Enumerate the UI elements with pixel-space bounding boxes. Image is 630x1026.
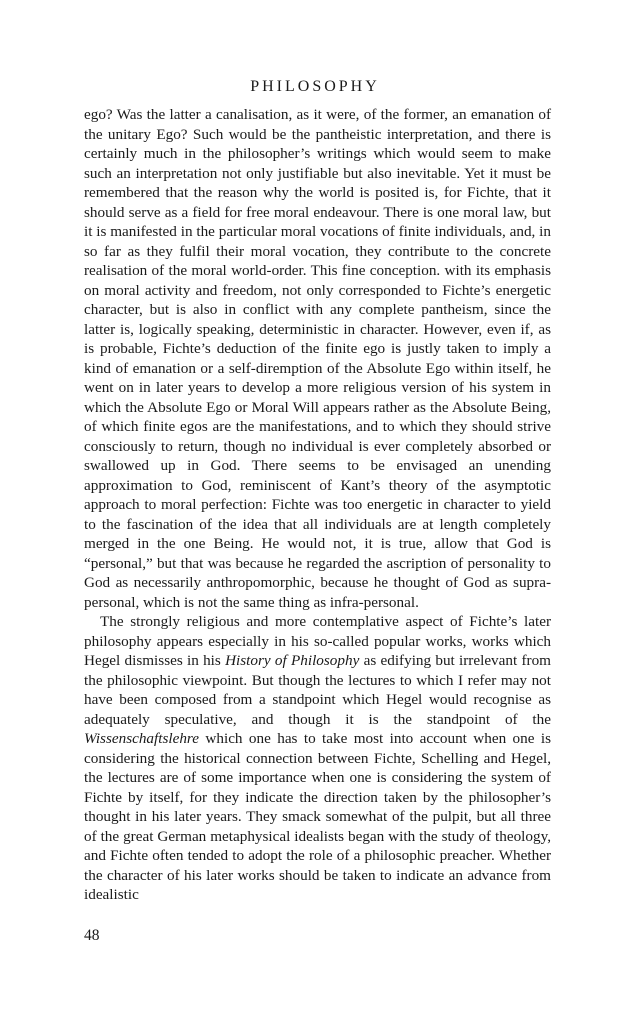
running-head: PHILOSOPHY [250, 78, 380, 95]
book-title-wissenschaftslehre: Wissenschaftslehre [84, 730, 200, 747]
page-number: 48 [84, 927, 100, 944]
book-title-history-of-philosophy: History of Philosophy [225, 652, 360, 669]
paragraph-2-text-2: as edifying but irrelevant from the philosophic viewpoint. But though the lectures to which I refer may not have been composed from a standpoint which Hegel would recognise as adequately speculative, and though it is the standpoint of the [84, 652, 551, 728]
paragraph-2-text-1: The strongly religious and more contemplative aspect of Fichte’s later philosophy appears especially in his so-called popular works, works which Hegel dismisses in his [84, 613, 551, 669]
paragraph-2-text-3: which one has to take most into account when one is considering the historical connection between Fichte, Schelling and Hegel, the lectures are of some importance when one is considering the system of Fichte by itself, for they indicate the direction taken by the philosopher’s thought in his later years. They smack somewhat of the pulpit, but all three of the great German metaphysical idealists began with the study of theology, and Fichte often tended to adopt the role of a philosophic preacher. Whether the character of his later works should be taken to indicate an advance from idealistic [84, 730, 551, 903]
body-text [84, 105, 551, 905]
paragraph-2 [84, 612, 551, 905]
paragraph-1: ego? Was the latter a canalisation, as it were, of the former, an emanation of the unitary Ego? Such would be the pantheistic interpretation, and there is certainly much in the philosopher’s writings which would seem to make such an interpretation not only justifiable but also inevitable. Yet it must be remembered that the reason why the world is posited is, for Fichte, that it should serve as a field for free moral endeavour. There is one moral law, but it is manifested in the particular moral vocations of finite individuals, and, in so far as they fulfil their moral vocation, they contribute to the concrete realisation of the moral world-order. This fine conception. with its emphasis on moral activity and freedom, not only corresponded to Fichte’s energetic character, but is also in conflict with any complete pantheism, since the latter is, logically speaking, deterministic in character. However, even if, as is probable, Fichte’s deduction of the finite ego is justly taken to imply a kind of emanation or a self-diremption of the Absolute Ego within itself, he went on in later years to develop a more religious version of his system in which the Absolute Ego or Moral Will appears rather as the Absolute Being, of which finite egos are the manifestations, and to which they should strive consciously to return, though no individual is ever completely absorbed or swallowed up in God. There seems to be envisaged an unending approximation to God, reminiscent of Kant’s theory of the asymptotic approach to moral perfection: Fichte was too energetic in character to yield to the fascination of the idea that all individuals are at length completely merged in the one Being. He would not, it is true, allow that God is “personal,” but that was because he regarded the ascription of personality to God as necessarily anthropomorphic, because he thought of God as supra-personal, which is not the same thing as infra-personal. [84, 106, 551, 611]
